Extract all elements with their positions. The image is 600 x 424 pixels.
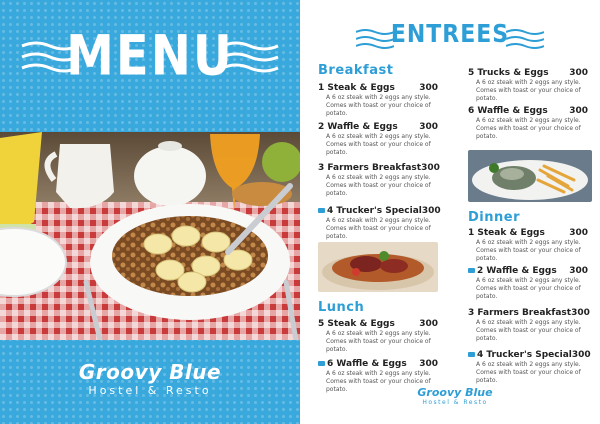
entrees-title-block (300, 22, 600, 47)
menu-item (318, 122, 438, 157)
menu-item-price: 300 (419, 83, 438, 93)
menu-item-desc: A 6 oz steak with 2 eggs any style. Comes with toast or your choice of potato. (476, 79, 581, 102)
menu-item (468, 308, 588, 343)
entrees-page (300, 0, 600, 424)
menu-item-desc: A 6 oz steak with 2 eggs any style. Comes with toast or your choice of potato. (476, 319, 581, 342)
menu-item-title: 2 Waffle & Eggs (468, 266, 557, 276)
burger-photo (318, 242, 438, 292)
menu-item (318, 83, 438, 118)
brand-logo (0, 360, 300, 410)
menu-item-price: 300 (421, 163, 440, 173)
menu-item-price: 300 (569, 106, 588, 116)
wave-lines-icon (356, 28, 394, 50)
section-breakfast: Breakfast (318, 63, 394, 78)
menu-item (318, 163, 438, 198)
menu-item-price: 300 (419, 359, 438, 369)
chef-special-icon (318, 208, 325, 213)
brand-name: Groovy Blue (78, 360, 222, 384)
brand-subtitle: Hostel & Resto (88, 384, 212, 397)
entrees-title: ENTREES (390, 20, 510, 49)
menu-item-price: 300 (571, 350, 591, 360)
menu-item-title: 4 Trucker's Special (468, 350, 572, 360)
menu-item (318, 319, 438, 354)
menu-item-title: 5 Steak & Eggs (318, 319, 395, 329)
menu-item-title: 1 Steak & Eggs (468, 228, 545, 238)
steak-fries-photo (468, 150, 592, 202)
menu-item-desc: A 6 oz steak with 2 eggs any style. Comes with toast or your choice of potato. (326, 174, 431, 197)
chef-special-icon (318, 361, 325, 366)
menu-title-block (0, 23, 300, 89)
menu-item-price: 300 (421, 206, 441, 216)
menu-item-title: 6 Waffle & Eggs (468, 106, 548, 116)
menu-item-title: 2 Waffle & Eggs (318, 122, 398, 132)
wave-lines-icon (506, 28, 544, 50)
menu-item (468, 68, 588, 103)
menu-item-desc: A 6 oz steak with 2 eggs any style. Comes with toast or your choice of potato. (326, 133, 431, 156)
menu-item-desc: A 6 oz steak with 2 eggs any style. Comes with toast or your choice of potato. (476, 277, 581, 300)
menu-item-desc: A 6 oz steak with 2 eggs any style. Comes with toast or your choice of potato. (476, 361, 581, 384)
section-dinner: Dinner (468, 210, 520, 225)
menu-item-price: 300 (569, 266, 588, 276)
chef-special-icon (468, 268, 475, 273)
chef-special-icon (468, 352, 475, 357)
breakfast-cereal-photo (0, 132, 300, 340)
menu-item-title: 3 Farmers Breakfast (318, 163, 422, 173)
menu-item-price: 300 (419, 122, 438, 132)
menu-item-desc: A 6 oz steak with 2 eggs any style. Comes with toast or your choice of potato. (476, 239, 581, 262)
menu-item (318, 206, 441, 241)
menu-title: MENU (66, 23, 234, 89)
menu-item-price: 300 (571, 308, 590, 318)
menu-item-desc: A 6 oz steak with 2 eggs any style. Comes with toast or your choice of potato. (326, 370, 431, 393)
menu-item-title: 1 Steak & Eggs (318, 83, 395, 93)
menu-item-price: 300 (569, 68, 588, 78)
brand-logo-small (410, 386, 500, 406)
menu-item-desc: A 6 oz steak with 2 eggs any style. Comes with toast or your choice of potato. (326, 94, 431, 117)
menu-item-title: 5 Trucks & Eggs (468, 68, 549, 78)
menu-item-title: 4 Trucker's Special (318, 206, 422, 216)
brand-subtitle: Hostel & Resto (422, 399, 488, 406)
menu-item (468, 106, 588, 141)
menu-item-desc: A 6 oz steak with 2 eggs any style. Comes with toast or your choice of potato. (326, 330, 431, 353)
brand-name: Groovy Blue (417, 386, 493, 399)
menu-item-price: 300 (569, 228, 588, 238)
menu-item (468, 266, 588, 301)
menu-item-price: 300 (419, 319, 438, 329)
menu-item (468, 350, 591, 385)
section-lunch: Lunch (318, 300, 365, 315)
menu-item-title: 6 Waffle & Eggs (318, 359, 407, 369)
menu-item-desc: A 6 oz steak with 2 eggs any style. Comes with toast or your choice of potato. (476, 117, 581, 140)
menu-item (468, 228, 588, 263)
wave-lines-icon (222, 40, 280, 74)
menu-item-title: 3 Farmers Breakfast (468, 308, 572, 318)
menu-item-desc: A 6 oz steak with 2 eggs any style. Comes with toast or your choice of potato. (326, 217, 431, 240)
